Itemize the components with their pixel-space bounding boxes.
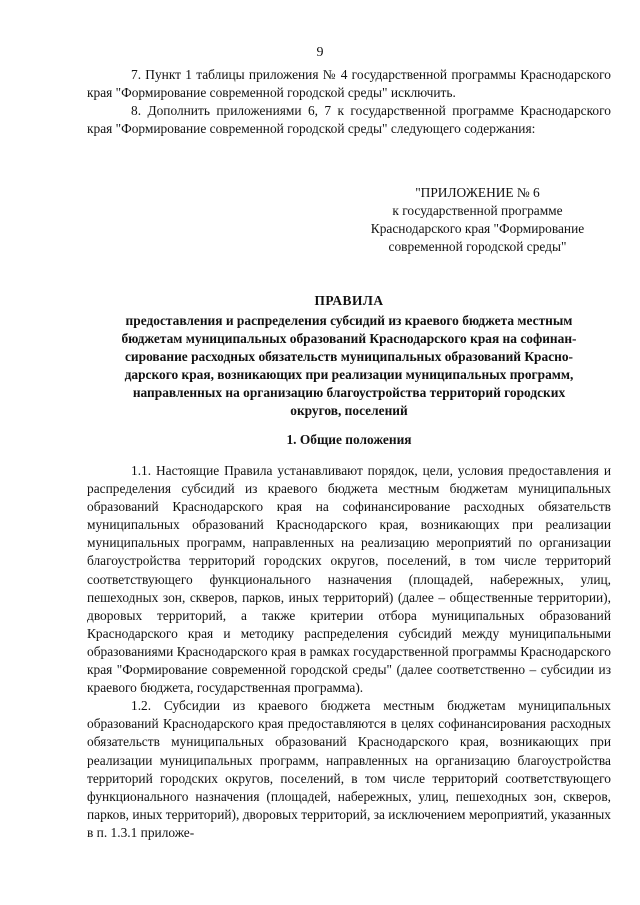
page-number: 9: [316, 45, 324, 60]
title-line-5: направленных на организацию благоустройства территорий городских: [132, 385, 566, 400]
intro-item-7: 7. Пункт 1 таблицы приложения № 4 государственной программы Краснодарского края "Формирование современной городской среды" исключить.: [87, 67, 611, 101]
intro-item-8: 8. Дополнить приложениями 6, 7 к государственной программе Краснодарского края "Формирование современной городской среды" следующего содержания:: [87, 103, 611, 137]
appendix-line-1: "ПРИЛОЖЕНИЕ № 6: [415, 185, 540, 200]
section-heading: 1. Общие положения: [286, 432, 412, 447]
title-line-4: дарского края, возникающих при реализации муниципальных программ,: [124, 367, 574, 382]
appendix-line-2: к государственной программе: [392, 203, 563, 219]
title-line-6: округов, поселений: [290, 403, 408, 418]
title-line-1: предоставления и распределения субсидий из краевого бюджета местным: [125, 313, 573, 328]
section-body: [87, 462, 611, 842]
appendix-header: [345, 184, 610, 256]
document-title: [87, 292, 611, 420]
intro-block: [87, 66, 611, 138]
appendix-line-4: современной городской среды": [388, 239, 567, 255]
title-main: ПРАВИЛА: [314, 293, 384, 308]
title-line-2: бюджетам муниципальных образований Краснодарского края на софинан-: [121, 331, 577, 346]
paragraph-1-1: 1.1. Настоящие Правила устанавливают порядок, цели, условия предоставления и распределения субсидий из краевого бюджета местным бюджетам муниципальных образований Краснодарского края на софинансирование расходных обязательств муниципальных образований Краснодарского края, возникающих при реализации муниципальных программ, направленных на реализацию мероприятий по организации благоустройства территорий городских округов, поселений, в том числе территорий соответствующего функционального назначения (площадей, набережных, улиц, пешеходных зон, скверов, парков, иных территорий) (далее – общественные территории), дворовых территорий, а также критерии отбора муниципальных образований Краснодарского края и методику распределения субсидий между муниципальными образованиями Краснодарского края в рамках государственной программы Краснодарского края "Формирование современной городской среды" (далее соответственно – субсидии из краевого бюджета, государственная программа).: [87, 463, 611, 696]
paragraph-1-2: 1.2. Субсидии из краевого бюджета местным бюджетам муниципальных образований Краснодарского края предоставляются в целях софинансирования расходных обязательств муниципальных образований Краснодарского края, возникающих при реализации муниципальных программ, направленных на организацию благоустройства территорий городских округов, поселений, в том числе территорий соответствующего функционального назначения (площадей, набережных, улиц, пешеходных зон, скверов, парков, иных территорий), дворовых территорий, за исключением мероприятий, указанных в п. 1.3.1 приложе-: [87, 698, 611, 840]
title-line-3: сирование расходных обязательств муниципальных образований Красно-: [124, 349, 574, 364]
appendix-line-3: Краснодарского края "Формирование: [370, 221, 585, 237]
